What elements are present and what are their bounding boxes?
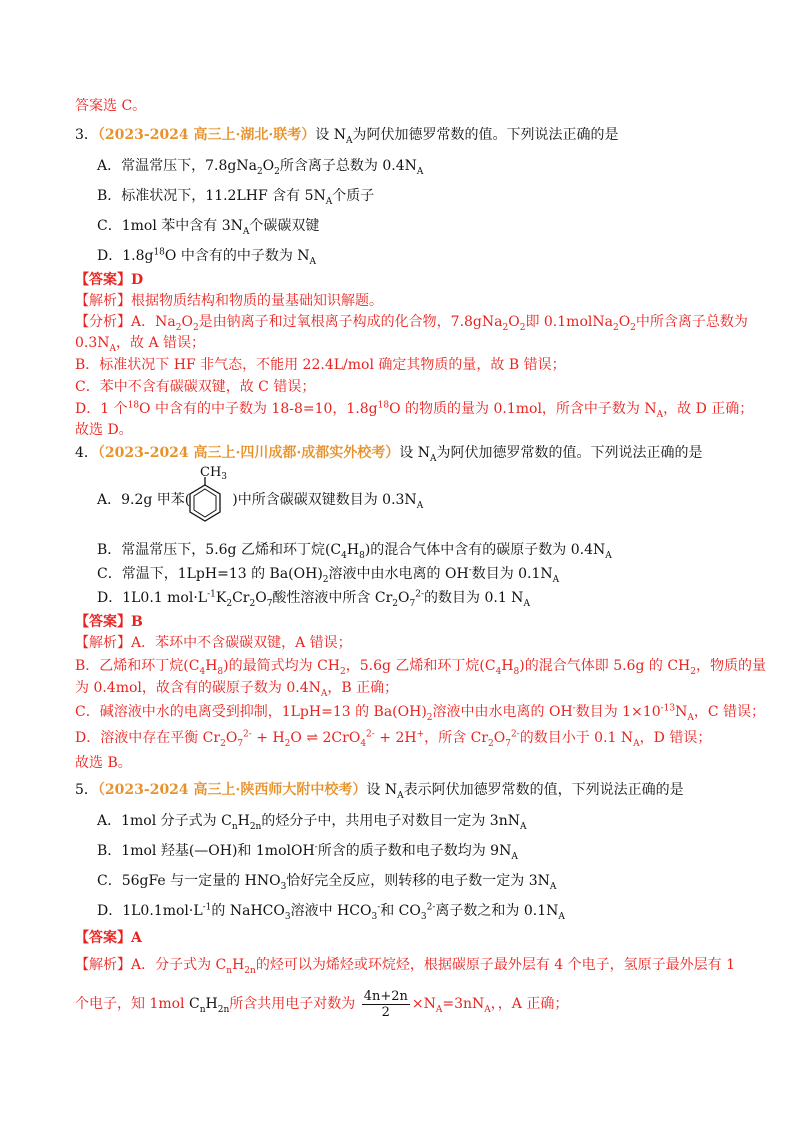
q4-analysis-b-cont: 为 0.4mol，故含有的碳原子数为 $0.4N_A$，B 正确； (75, 680, 399, 699)
q4-option-d: D．1L0.1 $mol\cdot L^{-1}K_2Cr_2O_7$酸性溶液中所含 $Cr_2O_7^{2-}$的数目为 0.1 $N_A$ (97, 589, 530, 609)
q5-option-a: A．1mol 分子式为 $C_nH_{2n}$的烃分子中，共用电子对数目一定为 $3nN_A$ (97, 813, 527, 832)
q3-fenxi-c: C．苯中不含有碳碳双键，故 C 错误； (75, 379, 316, 395)
q3-answer: 【答案】D (75, 272, 144, 288)
q4-conclusion: 故选 B。 (75, 755, 132, 771)
q3-fenxi-a-cont: $0.3N_A$，故 A 错误； (75, 335, 206, 354)
q5-analysis-cont: 个电子，知 1mol $C_nH_{2n}$所含共用电子对数为 $\frac{4n+2n}{2}$ $\times N_A=3nN_A$，，A 正确； (75, 988, 569, 1020)
q3-analysis: 【解析】根据物质结构和物质的量基础知识解题。 (75, 293, 383, 309)
q4-analysis-b: B．乙烯和环丁烷$(C_4H_8)$的最简式均为 $CH_2$，5.6g 乙烯和环丁烷$(C_4H_8)$的混合气体即 5.6g 的 $CH_2$，物质的量 (75, 658, 766, 677)
q3-stem: 3．（2023-2024 高三上·湖北·联考）设 $N_A$为阿伏加德罗常数的值。下列说法正确的是 (75, 127, 619, 146)
q4-stem: 4．（2023-2024 高三上·四川成都·成都实外校考）设 $N_A$为阿伏加德罗常数的值。下列说法正确的是 (75, 445, 703, 464)
q3-option-b: B．标准状况下，11.2LHF 含有 $5N_A$个质子 (97, 188, 375, 207)
q3-conclusion: 故选 D。 (75, 422, 133, 438)
q3-option-a: A．常温常压下，$7.8gNa_2O_2$所含离子总数为 $0.4N_A$ (97, 158, 424, 177)
q5-option-b: B．1mol 羟基(—OH)和 1molOH-所含的质子数和电子数均为 $9N_A$ (97, 842, 518, 862)
q4-source: （2023-2024 高三上·四川成都·成都实外校考） (97, 445, 400, 461)
q4-option-c: C．常温下，1LpH=13 的 $Ba(OH)_2$溶液中由水电离的 OH-数目为 $0.1N_A$ (97, 565, 560, 585)
q3-fenxi-d: D．1 个$^{18}$O 中含有的中子数为 18-8=10，$1.8g^{18}O$ 的物质的量为 0.1mol，所含中子数为 $N_A$，故 D 正确； (75, 400, 754, 420)
q5-analysis: 【解析】A．分子式为 $C_nH_{2n}$的烃可以为烯烃或环烷烃，根据碳原子最外层有 4 个电子，氢原子最外层有 1 (75, 957, 735, 976)
q3-fenxi-b: B．标准状况下 HF 非气态，不能用 22.4L/mol 确定其物质的量，故 B 错误； (75, 357, 566, 373)
ch3-label: $CH_3$ (200, 465, 228, 482)
q3-source: （2023-2024 高三上·湖北·联考） (97, 127, 316, 143)
q5-option-c: C．56gFe 与一定量的 $HNO_3$恰好完全反应，则转移的电子数一定为 $3N_A$ (97, 873, 557, 892)
q4-analysis-d: D．溶液中存在平衡 $Cr_2O_7^{2-} + H_2O$ ⇌ 2CrO$_4^{2-}$ + 2H+，所含 $Cr_2O_7^{2-}$的数目小于 0.1 $N_A$，D 错误； (75, 729, 712, 749)
q5-stem: 5．（2023-2024 高三上·陕西师大附中校考）设 $N_A$表示阿伏加德罗常数的值，下列说法正确的是 (75, 782, 684, 801)
q4-analysis-a: 【解析】A．苯环中不含碳碳双键，A 错误； (75, 635, 352, 651)
fraction: $\frac{4n+2n}{2}$ (363, 988, 408, 1020)
q4-option-b: B．常温常压下，5.6g 乙烯和环丁烷$(C_4H_8)$的混合气体中含有的碳原子数为 $0.4N_A$ (97, 542, 612, 561)
q4-answer: 【答案】B (75, 614, 143, 630)
prev-answer-line: 答案选 C。 (75, 98, 147, 114)
q5-answer: 【答案】A (75, 930, 142, 946)
q4-analysis-c: C．碱溶液中水的电离受到抑制，1LpH=13 的 $Ba(OH)_2$溶液中由水电离的 OH-数目为 $1\times 10^{-13}N_A$，C 错误； (75, 703, 766, 723)
q5-source: （2023-2024 高三上·陕西师大附中校考） (97, 782, 367, 798)
q5-option-d: D．$1L0.1mol\cdot L^{-1}$的 NaHCO$_3$溶液中 $HCO_3^-$和 $CO_3^{2-}$离子数之和为 $0.1N_A$ (97, 902, 565, 922)
q3-option-d: D．$1.8g^{18}O$ 中含有的中子数为 $N_A$ (97, 247, 317, 267)
q4-option-a: A．9.2g 甲苯( )中所含碳碳双键数目为 $0.3N_A$ (97, 492, 424, 511)
q3-fenxi-a: 【分析】A．$Na_2O_2$是由钠离子和过氧根离子构成的化合物，$7.8gNa_2O_2$即 $0.1molNa_2O_2$中所含离子总数为 (75, 314, 748, 333)
q3-option-c: C．1mol 苯中含有 $3N_A$个碳碳双键 (97, 218, 320, 237)
